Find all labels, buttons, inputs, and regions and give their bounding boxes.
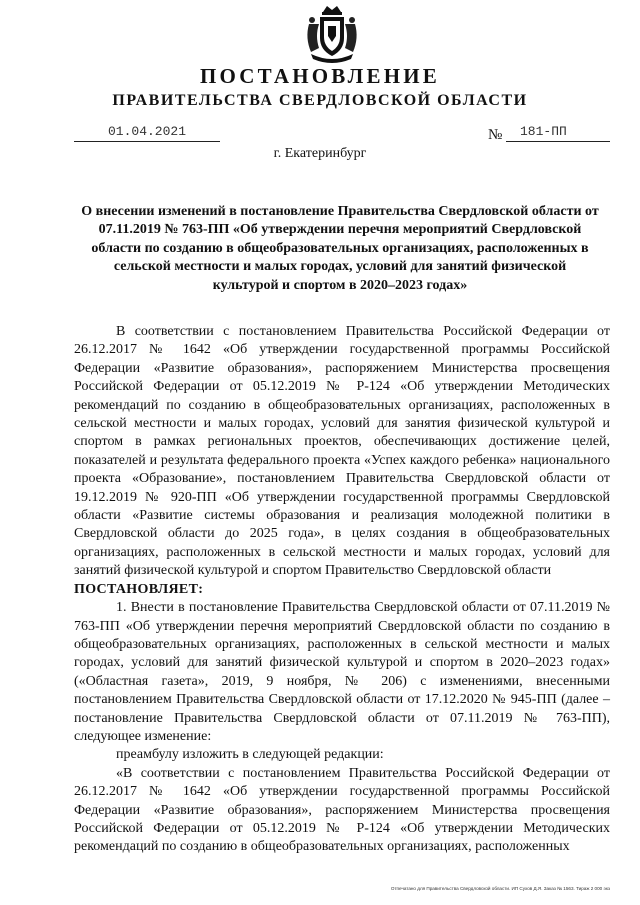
coat-of-arms-icon [303, 4, 361, 64]
item-1-subparagraph: преамбулу изложить в следующей редакции: [116, 747, 384, 763]
city-line: г. Екатеринбург [273, 146, 367, 161]
document-type-title: ПОСТАНОВЛЕНИЕ [199, 64, 441, 88]
document-number: 181-ПП [506, 123, 610, 142]
item-1-paragraph: 1. Внести в постановление Правительства Свердловской области от 07.11.2019 № 763-ПП «Об утверждении перечня мероприятий Свердловской области по созданию в общеобразовательных организациях, расположенных в сельской местности и малых городах, условий для занятий физической культурой и спортом в 2020–2023 годах» («Областная газета», 2019, 9 ноября, № 206) с изменениями, внесенными постановлением Правительства Свердловской области от 17.12.2020 № 945-ПП (далее – постановление Правительства Свердловской области от 07.11.2019 № 763-ПП), следующее изменение: [74, 600, 610, 744]
print-imprint: Отпечатано для Правительства Свердловской области. ИП Сухов Д.Я. Заказ № 1563. Тираж 2 000 экз [390, 886, 610, 891]
preamble-paragraph: В соответствии с постановлением Правительства Российской Федерации от 26.12.2017 № 1642 «Об утверждении государственной программы Российской Федерации «Развитие образования», распоряжением Министерства просвещения Российской Федерации от 05.12.2019 № Р-124 «Об утверждении Методических рекомендаций по созданию в общеобразовательных организациях, расположенных в сельской местности и малых городах, условий для занятия физической культурой и спортом в рамках региональных проектов, обеспечивающих достижение целей, показателей и результата федерального проекта «Успех каждого ребенка» национального проекта «Образование», постановлением Правительства Свердловской области от 19.12.2019 № 920-ПП «Об утверждении государственной программы Свердловской области «Развитие системы образования и реализация молодежной политики в Свердловской области до 2025 года», в целях создания в общеобразовательных организациях, расположенных в сельской местности и малых городах, условий для занятий физической культурой и спортом Правительство Свердловской области [74, 324, 610, 579]
number-sign: № [488, 127, 503, 143]
issuing-authority: ПРАВИТЕЛЬСТВА СВЕРДЛОВСКОЙ ОБЛАСТИ [112, 92, 528, 109]
quoted-preamble-paragraph: «В соответствии с постановлением Правительства Российской Федерации от 26.12.2017 № 1642 «Об утверждении государственной программы Российской Федерации «Развитие образования», распоряжением Министерства просвещения Российской Федерации от 05.12.2019 № Р-124 «Об утверждении Методических рекомендаций по созданию в общеобразовательных организациях, расположенных [74, 765, 610, 855]
document-heading: О внесении изменений в постановление Правительства Свердловской области от 07.11.2019 № 763-ПП «Об утверждении перечня мероприятий Свердловской области по созданию в общеобразовательных организациях, расположенных в сельской местности и малых городах, условий для занятий физической культурой и спортом в 2020–2023 годах» [81, 204, 599, 293]
resolve-heading: ПОСТАНОВЛЯЕТ: [74, 581, 204, 597]
date-field [74, 123, 220, 142]
document-body [74, 323, 610, 857]
document-date: 01.04.2021 [107, 124, 186, 139]
